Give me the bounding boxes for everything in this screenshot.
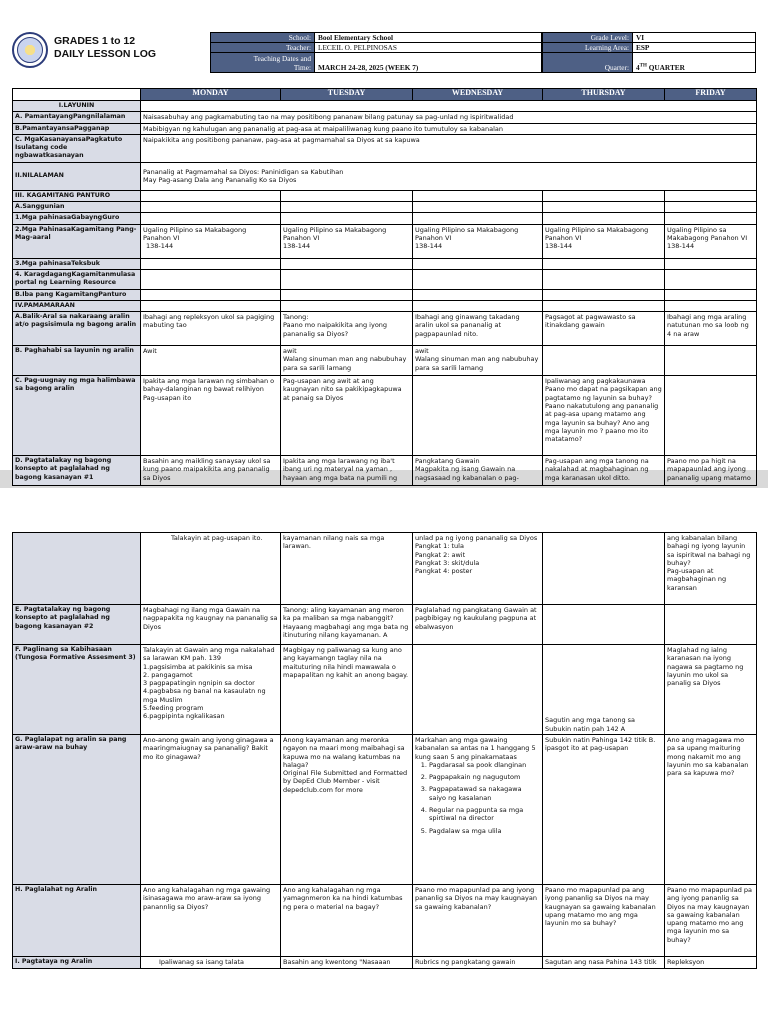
- pagtataya-tuesday: Basahin ang kwentong "Nasaaan: [281, 957, 413, 969]
- kagamitang-wednesday: Ugaling Pilipino sa Makabagong Panahon VI 138-144: [413, 224, 543, 258]
- kagamitang-thursday: Ugaling Pilipino sa Makabagong Panahon VI 138-144: [543, 224, 665, 258]
- row-label-nilalaman: II.NILALAMAN: [13, 162, 141, 190]
- row-label-pagtataya: I. Pagtataya ng Aralin: [13, 957, 141, 969]
- grade-info-table: [542, 32, 756, 73]
- day-header-thursday: THURSDAY: [543, 89, 665, 101]
- day-header-friday: FRIDAY: [665, 89, 757, 101]
- paglinang-thursday: Sagutin ang mga tanong sa Subukin natin pah 142 A: [543, 645, 665, 735]
- row-kasanayan: Naipakikita ang positibong pananaw, pag-asa at pagmamahal sa Diyos at sa kapuwa: [141, 134, 757, 162]
- row-pamantayan-pagganap: Mabibigyan ng kahulugan ang pananalig at pag-asa at maipaliliwanag kung paano ito tumutuloy sa kabanalan: [141, 123, 757, 134]
- area-label: Learning Area:: [543, 43, 633, 53]
- row-label-kasanayan: C. MgaKasanayansaPagkatuto Isulatang code ngbawatkasanayan: [13, 134, 141, 162]
- title-line-2: DAILY LESSON LOG: [54, 48, 157, 60]
- grade-label: Grade Level:: [543, 33, 633, 43]
- paglalapat-monday: Ano-anong gwain ang iyong ginagawa a maaringmaiugnay sa pananalig? Bakit mo ito ginagawa?: [141, 735, 281, 885]
- pagtataya-thursday: Sagutan ang nasa Pahina 143 titik: [543, 957, 665, 969]
- pagtatalakay-1-cont-monday: Talakayin at pag-usapan ito.: [141, 533, 281, 605]
- row-nilalaman: Pananalig at Pagmamahal sa Diyos: Paninidigan sa Kabutihan May Pag-asang Dala ang Pananalig Ko sa Diyos: [141, 162, 757, 190]
- row-label-pagtatalakay-2: E. Pagtatalakay ng bagong konsepto at paglalahad ng bagong kasanayan #2: [13, 605, 141, 645]
- list-item: 2. Pagpapakain ng nagugutom: [429, 773, 540, 781]
- row-label-paglinang: F. Paglinang sa Kabihasaan (Tungosa Formative Assesment 3): [13, 645, 141, 735]
- day-header-tuesday: TUESDAY: [281, 89, 413, 101]
- pagtataya-wednesday: Rubrics ng pangkatang gawain: [413, 957, 543, 969]
- pagtatalakay-1-friday: Paano mo pa higit na mapapaunlad ang iyong pananalig upang matamo: [665, 456, 757, 486]
- lesson-log-page-1: [0, 0, 768, 482]
- grade-value: VI: [633, 33, 756, 43]
- balik-aral-thursday: Pagsagot at pagwawasto sa itinakdang gawain: [543, 312, 665, 346]
- paglalapat-friday: Ano ang magagawa mo pa sa upang maituring mong nakamit mo ang layunin mo sa kabanalan para sa kapuwa mo?: [665, 735, 757, 885]
- quarter-label: Quarter:: [543, 53, 633, 73]
- pag-uugnay-tuesday: Pag-usapan ang awit at ang kaugnayan nito sa pakikipagkapuwa at panaig sa Diyos: [281, 376, 413, 456]
- paglalahat-friday: Paano mo mapapunlad pa ang iyong pananlig sa Diyos na may kaugnayan sa gawaing kabanalan upang matamo mo ang mga layunin mo sa buhay?: [665, 885, 757, 957]
- pagtatalakay-2-tuesday: Tanong: aling kayamanan ang meron ka pa maliban sa mga nabanggit? Hayaang magbahagi ang mga bata ng itinuturing nilang kayamanan. A: [281, 605, 413, 645]
- paglalapat-tuesday: Anong kayamanan ang meronka ngayon na maari mong maibahagi sa kapuwa mo na walang katumbas na halaga? Original File Submitted and Formatted by DepEd Club Member - visit depedclub.com for more: [281, 735, 413, 885]
- pagtatalakay-2-thursday: [543, 605, 665, 645]
- lesson-log-page-2: [0, 488, 768, 1024]
- paghahabi-thursday: [543, 346, 665, 376]
- row-label-pagtatalakay-1-cont: [13, 533, 141, 605]
- row-label-pag-uugnay: C. Pag-uugnay ng mga halimbawa sa bagong aralin: [13, 376, 141, 456]
- pag-uugnay-thursday: Ipaliwanag ang pagkakaunawa Paano mo dapat na pagsikapan ang pagtatamo ng layunin sa buhay? Paano nakatutulong ang pananalig at pag-asa upang matamo ang mga layunin sa buhay? Ano ang mga layunin mo ? paano mo ito matatamo?: [543, 376, 665, 456]
- row-label-iba-pang-kagamitan: B.Iba pang KagamitangPanturo: [13, 289, 141, 300]
- pagtatalakay-2-friday: [665, 605, 757, 645]
- lesson-log-table-continued: [12, 532, 757, 969]
- teacher-value: LECEIL O. PELPINOSAS: [315, 43, 542, 53]
- document-title: [54, 35, 156, 61]
- blank-header: [13, 89, 141, 101]
- pagtatalakay-1-monday: Basahin ang maikling sanaysay ukol sa kung paano maipakikita ang pananalig sa Diyos: [141, 456, 281, 486]
- row-label-balik-aral: A.Balik-Aral sa nakaraang aralin at/o pagsisimula ng bagong aralin: [13, 312, 141, 346]
- paghahabi-tuesday: awit Walang sinuman man ang nabubuhay para sa sarili lamang: [281, 346, 413, 376]
- paghahabi-friday: [665, 346, 757, 376]
- day-header-wednesday: WEDNESDAY: [413, 89, 543, 101]
- dates-label: Teaching Dates and Time:: [211, 53, 315, 73]
- pagtatalakay-2-wednesday: Paglalahad ng pangkatang Gawain at pagbibigay ng kaukulang pagpuna at ebalwasyon: [413, 605, 543, 645]
- section-pamamaraan: IV.PAMAMARAAN: [13, 300, 141, 311]
- quarter-value: 4TH QUARTER: [633, 53, 756, 73]
- balik-aral-tuesday: Tanong: Paano mo naipakikita ang iyong pananalig sa Diyos?: [281, 312, 413, 346]
- row-label-teksbuk: 3.Mga pahinasaTeksbuk: [13, 258, 141, 269]
- school-value: Bool Elementary School: [315, 33, 542, 43]
- gawaing-kabanalan-list: [415, 761, 540, 835]
- row-label-gabay-guro: 1.Mga pahinasaGabayngGuro: [13, 213, 141, 224]
- deped-seal-icon: [12, 32, 48, 68]
- list-item: 4. Regular na pagpunta sa mga spirtiwal na director: [429, 806, 540, 823]
- section-layunin: I.LAYUNIN: [13, 101, 141, 112]
- row-label-paglalapat: G. Paglalapat ng aralin sa pang araw-araw na buhay: [13, 735, 141, 885]
- balik-aral-monday: Ibahagi ang repleksyon ukol sa pagiging mabuting tao: [141, 312, 281, 346]
- pagtatalakay-1-tuesday: Ipakita ang mga larawang ng iba't ibang uri ng materyal na yaman , hayaan ang mga bata na pumili ng: [281, 456, 413, 486]
- area-value: ESP: [633, 43, 756, 53]
- paghahabi-wednesday: awit Walang sinuman man ang nabubuhay para sa sarili lamang: [413, 346, 543, 376]
- row-pamantayang-pangnilalaman: Naisasabuhay ang pagkamabuting tao na may positibong pananaw bilang patunay sa pag-unlad ng ispiritwalidad: [141, 112, 757, 123]
- pagtatalakay-1-cont-friday: ang kabanalan bilang bahagi ng iyong layunin sa ispiritwal na bahagi ng buhay? Pag-usapan at magbahaginan ng karansan: [665, 533, 757, 605]
- balik-aral-friday: Ibahagi ang mga araling natutunan mo sa loob ng 4 na araw: [665, 312, 757, 346]
- row-label-pamantayang-pangnilalaman: A. PamantayangPangnilalaman: [13, 112, 141, 123]
- paghahabi-monday: Awit: [141, 346, 281, 376]
- paglinang-wednesday: [413, 645, 543, 735]
- row-label-learning-resource: 4. KaragdagangKagamitanmulasa portal ng Learning Resource: [13, 269, 141, 289]
- paglalahat-tuesday: Ano ang kahalagahan ng mga yamagnmeron ka na hindi katumbas ng pera o material na bagay?: [281, 885, 413, 957]
- pagtatalakay-1-wednesday: Pangkatang Gawain Magpakita ng isang Gawain na nagsasaad ng kabanalan o pag-: [413, 456, 543, 486]
- title-line-1: GRADES 1 to 12: [54, 35, 136, 47]
- pagtatalakay-1-thursday: Pag-usapan ang mga tanong na nakalahad at magbahaginan ng mga karanasan ukol ditto.: [543, 456, 665, 486]
- row-label-sanggunian: A.Sanggunian: [13, 202, 141, 213]
- balik-aral-wednesday: Ibahagi ang ginawang takadang aralin ukol sa pananalig at pagpapaunlad nito.: [413, 312, 543, 346]
- kagamitang-tuesday: Ugaling Pilipino sa Makabagong Panahon VI 138-144: [281, 224, 413, 258]
- teacher-label: Teacher:: [211, 43, 315, 53]
- paglinang-monday: Talakayin at Gawain ang mga nakalahad sa larawan KM pah. 139 1.pagsisimba at pakikinis sa misa 2. pangagamot 3 pagpapatingin ngnipin sa doctor 4.pagbabsa ng banal na kasaulatn ng mga Muslim 5.feeding program 6.pagpipinta ngkalikasan: [141, 645, 281, 735]
- list-item: 5. Pagdalaw sa mga ulila: [429, 827, 540, 835]
- paglalahat-monday: Ano ang kahalagahan ng mga gawaing isinasagawa mo araw-araw sa iyong panannlig sa Diyos?: [141, 885, 281, 957]
- paglinang-friday: Maglahad ng ialng karanasan na iyong nagawa sa pagtamo ng layunin mo ukol sa panalig sa Diyos: [665, 645, 757, 735]
- pagtatalakay-1-cont-wednesday: unlad pa ng iyong pananalig sa Diyos Pangkat 1: tula Pangkat 2: awit Pangkat 3: skit/dula Pangkat 4: poster: [413, 533, 543, 605]
- lesson-log-table: [12, 88, 757, 486]
- dates-value: MARCH 24-28, 2025 (WEEK 7): [315, 53, 542, 73]
- pag-uugnay-friday: [665, 376, 757, 456]
- paglalapat-thursday: Subukin natin Pahinga 142 titik B. ipasgot ito at pag-usapan: [543, 735, 665, 885]
- paglinang-tuesday: Magbigay ng paliwanag sa kung ano ang kayamangn taglay nila na maituturing nila hindi mawawala o mapapalitan ng kahit an anong bagay.: [281, 645, 413, 735]
- row-label-paglalahat: H. Paglalahat ng Aralin: [13, 885, 141, 957]
- kagamitang-monday: Ugaling Pilipino sa Makabagong Panahon VI 138-144: [141, 224, 281, 258]
- school-info-table: [210, 32, 542, 73]
- row-label-kagamitang-pang-mag-aaral: 2.Mga PahinasaKagamitang Pang-Mag-aaral: [13, 224, 141, 258]
- school-label: School:: [211, 33, 315, 43]
- paglalahat-thursday: Paano mo mapapunlad pa ang iyong pananlig sa Diyos na may kaugnayan sa gawaing kabanalan upang matamo mo ang mga layunin mo sa buhay?: [543, 885, 665, 957]
- section-kagamitan: III. KAGAMITANG PANTURO: [13, 190, 141, 201]
- pagtataya-monday: Ipaliwanag sa isang talata: [141, 957, 281, 969]
- pagtatalakay-1-cont-tuesday: kayamanan nilang nais sa mga larawan.: [281, 533, 413, 605]
- row-label-paghahabi: B. Paghahabi sa layunin ng aralin: [13, 346, 141, 376]
- day-header-monday: MONDAY: [141, 89, 281, 101]
- pag-uugnay-monday: Ipakita ang mga larawan ng simbahan o bahay-dalanginan ng bawat relihiyon Pag-usapan ito: [141, 376, 281, 456]
- pagtataya-friday: Repleksyon: [665, 957, 757, 969]
- paglalapat-wednesday: Markahan ang mga gawaing kabanalan sa antas na 1 hanggang 5 kung saan 5 ang pinakamataas 1. Pagdarasal sa pook dlanginan 2. Pagpapakain ng nagugutom 3. Pagpapatawad sa nakagawa saiyo ng kasalanan 4. Regular na pagpunta sa mga spirtiwal na director 5. Pagdalaw sa mga ulila: [413, 735, 543, 885]
- kagamitang-friday: Ugaling Pilipino sa Makabagong Panahon VI 138-144: [665, 224, 757, 258]
- document-header: [12, 32, 756, 72]
- list-item: 3. Pagpapatawad sa nakagawa saiyo ng kasalanan: [429, 785, 540, 802]
- pagtatalakay-1-cont-thursday: [543, 533, 665, 605]
- row-label-pagtatalakay-1: D. Pagtatalakay ng bagong konsepto at paglalahad ng bagong kasanayan #1: [13, 456, 141, 486]
- pagtatalakay-2-monday: Magbahagi ng ilang mga Gawain na nagpapakita ng kaugnay na pananalig sa Diyos: [141, 605, 281, 645]
- list-item: 1. Pagdarasal sa pook dlanginan: [429, 761, 540, 769]
- pag-uugnay-wednesday: [413, 376, 543, 456]
- row-label-pamantayan-pagganap: B.PamantayansaPagganap: [13, 123, 141, 134]
- paglalahat-wednesday: Paano mo mapapunlad pa ang iyong pananlig sa Diyos na may kaugnayan sa gawaing kabanalan?: [413, 885, 543, 957]
